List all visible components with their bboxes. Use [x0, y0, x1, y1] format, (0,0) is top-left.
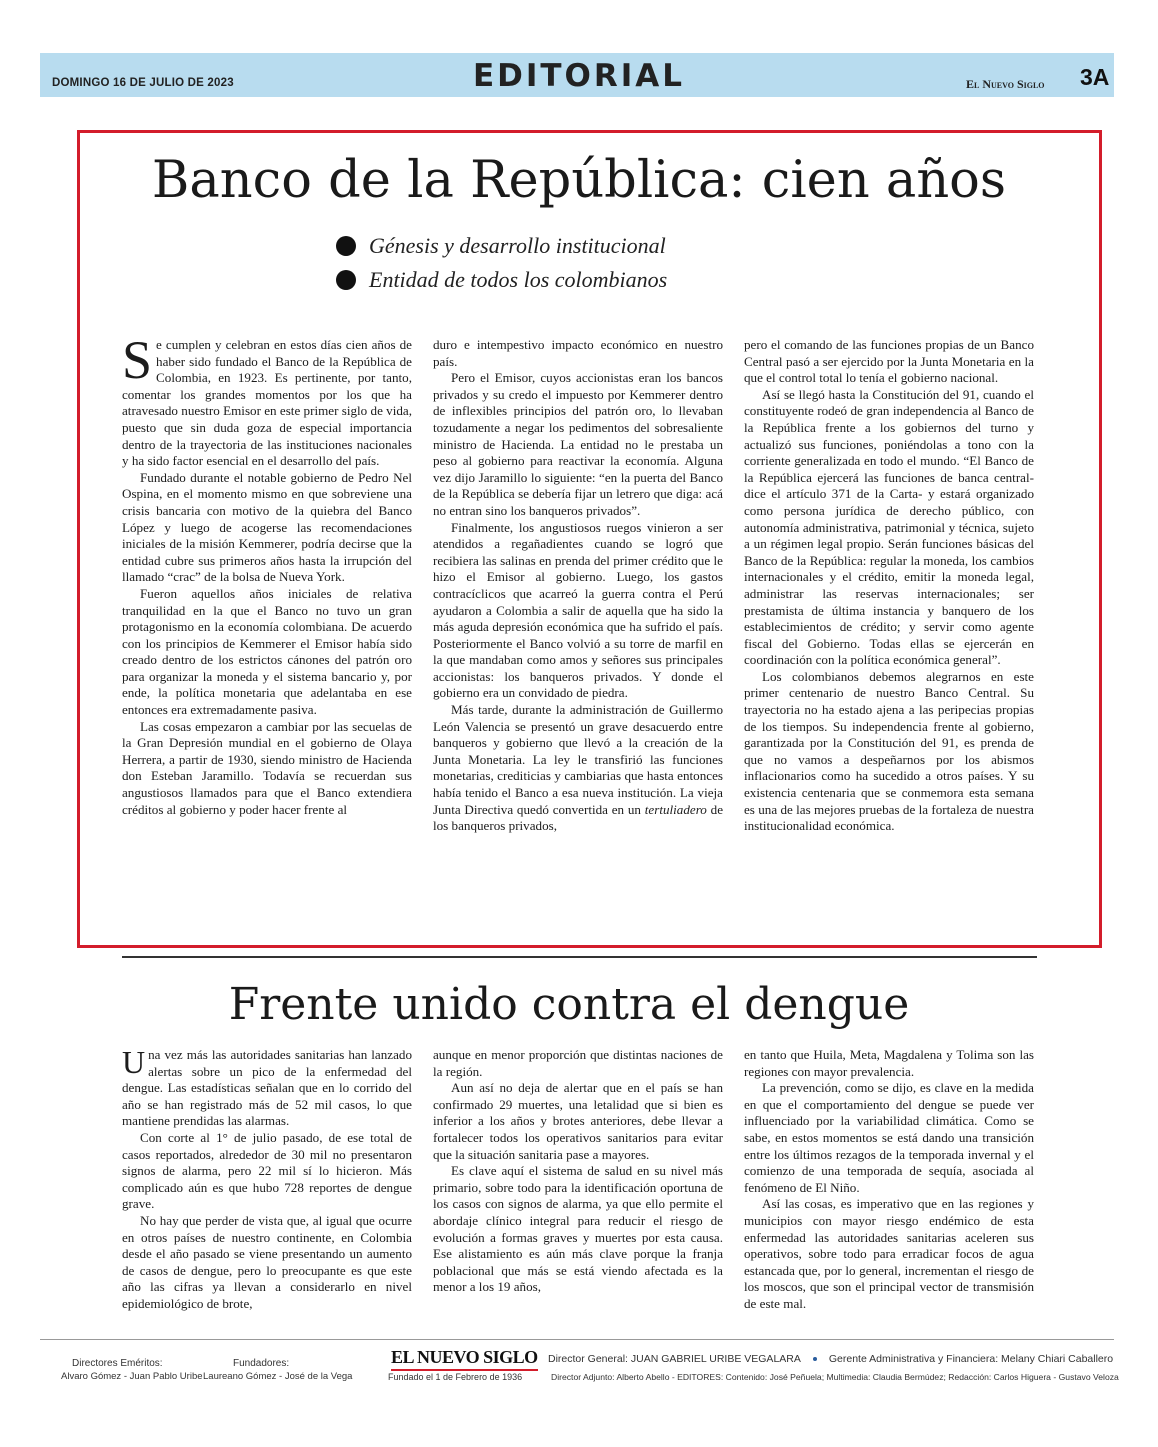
footer-rule — [40, 1339, 1114, 1340]
masthead-line: Director General: JUAN GABRIEL URIBE VEGALARA Gerente Administrativa y Financiera: Melany Chiari Caballero — [548, 1353, 1114, 1365]
article-paragraph: Se cumplen y celebran en estos días cien años de haber sido fundado el Banco de la República de Colombia, en 1923. Es pertinente, por tanto, comentar los grandes momentos por los que ha atravesado nuestro Emisor en este primer siglo de vida, puesto que sin duda goza de especial importancia dentro de la trayectoria de las instituciones nacionales y ha sido factor esencial en el desarrollo del país. — [122, 330, 412, 469]
page-number: 3A — [1080, 64, 1110, 90]
article-paragraph: Más tarde, durante la administración de Guillermo León Valencia se presentó un grave desacuerdo entre banqueros y gobierno que llevó a la creación de la Junta Monetaria. La ley le transfirió las funciones monetarias, crediticias y cambiarias que hasta entonces había tenido el Banco a esa nueva institución. La vieja Junta Directiva quedó convertida en un tertuliadero de los banqueros privados, — [433, 702, 724, 834]
drop-cap: S — [122, 330, 153, 390]
paper-logo: EL NUEVO SIGLO — [391, 1347, 538, 1371]
drop-cap: U — [122, 1044, 146, 1080]
issue-date: DOMINGO 16 DE JULIO DE 2023 — [52, 77, 234, 89]
article-paragraph: Es clave aquí el sistema de salud en su nivel más primario, sobre todo para la identificación oportuna de los casos con signos de alarma, ya que ello permite el abordaje clínico integral para reducir el riesgo de evolución a formas graves y muertes por esta causa. Ese alistamiento es aún más clave porque la franja poblacional que más se está viendo afectada es la menor a los 19 años, — [433, 1163, 723, 1295]
article-paragraph: Así se llegó hasta la Constitución del 91, cuando el constituyente rodeó de gran independencia al Banco de la República frente a los gobiernos del turno y actualizó sus funciones, poniéndolas a tono con la corriente generalizada en todo el mundo. “El Banco de la República ejercerá las funciones de banca central- dice el artículo 371 de la Carta- y estará organizado como persona jurídica de derecho público, con autonomía administrativa, patrimonial y técnica, sujeto a un régimen legal propio. Serán funciones básicas del Banco de la República: regular la moneda, los cambios internacionales y el crédito, emitir la moneda legal, administrar las reservas internacionales; ser prestamista de última instancia y banquero de los establecimientos de crédito; y servir como agente fiscal del Gobierno. Todas ellas se ejercerán en coordinación con la política económica general”. — [744, 386, 1034, 668]
editorial-1-column-3 — [744, 337, 1034, 835]
separator-dot-icon — [813, 1357, 817, 1361]
article-paragraph: Los colombianos debemos alegrarnos en este primer centenario de nuestro Banco Central. Su trayectoria no ha estado ajena a las peripecias propias de los tiempos. Su independencia frente al gobierno, garantizada por la Constitución del 91, es prenda de que no vamos a despeñarnos por los abismos inflacionarios como ha sucedido a otros países. Y su existencia centenaria que se conmemora esta semana es una de las mejores pruebas de la fortaleza de nuestra institucionalidad económica. — [744, 668, 1034, 834]
directores-label: Directores Eméritos: — [72, 1358, 163, 1369]
article-paragraph: duro e intempestivo impacto económico en nuestro país. — [433, 337, 723, 369]
article-paragraph: Con corte al 1° de julio pasado, de ese total de casos reportados, alrededor de 30 mil no presentaron signos de alarma, pero 22 mil sí lo hicieron. Más complicado aún es que hubo 728 reportes de dengue grave. — [122, 1129, 412, 1212]
editorial-1-subtitle: Génesis y desarrollo institucional — [336, 233, 666, 259]
staff-credits: Director Adjunto: Alberto Abello - EDITORES: Contenido: José Peñuela; Multimedia: Claudia Bermúdez; Redacción: Carlos Higuera - Gustavo Veloza — [551, 1372, 1119, 1382]
fundadores-names: Laureano Gómez - José de la Vega — [203, 1371, 353, 1382]
editorial-1-subtitle: Entidad de todos los colombianos — [336, 267, 667, 293]
article-paragraph: pero el comando de las funciones propias de un Banco Central pasó a ser ejercido por la Junta Monetaria en la que el control total lo tenía el gobierno nacional. — [744, 337, 1034, 386]
article-paragraph: Las cosas empezaron a cambiar por las secuelas de la Gran Depresión mundial en el gobierno de Olaya Herrera, a partir de 1930, siendo ministro de Hacienda don Esteban Jaramillo. Todavía se recuerdan sus angustiosos llamados para que el Banco extendiera créditos al gobierno y poder hacer frente al — [122, 718, 412, 817]
article-paragraph: Finalmente, los angustiosos ruegos vinieron a ser atendidos a regañadientes cuando se logró que recibiera las salinas en prenda del primer crédito que le hizo el Emisor al gobierno. Luego, los gastos contracíclicos que acarreó la guerra contra el Perú ayudaron a Colombia a salir de aquella que ha sido la más aguda depresión económica que ha sufrido el país. Posteriormente el Banco volvió a su torre de marfil en la que mandaban como amos y señores sus principales accionistas: los banqueros privados. Y donde el gobierno era un convidado de piedra. — [433, 519, 723, 701]
editorial-1-headline: Banco de la República: cien años — [151, 151, 1007, 210]
article-paragraph: Aun así no deja de alertar que en el país se han confirmado 29 muertes, una letalidad que si bien es inferior a los años y brotes anteriores, debe llevar a fortalecer todos los operativos sanitarios para evitar que la situación sanitaria pase a mayores. — [433, 1080, 723, 1162]
article-paragraph: Pero el Emisor, cuyos accionistas eran los bancos privados y su credo el impuesto por Kemmerer dentro de inflexibles principios del patrón oro, lo llevaban tozudamente a negar los pedimentos del sobresaliente ministro de Hacienda. La entidad no le prestaba un peso al gobierno para reactivar la economía. Alguna vez dijo Jaramillo lo siguiente: “en la puerta del Banco de la República se debería fijar un letrero que diga: acá no entran sino los banqueros privados”. — [433, 370, 723, 518]
article-paragraph: La prevención, como se dijo, es clave en la medida en que el comportamiento del dengue se puede ver influenciado por la variabilidad climática. Como se sabe, en estos momentos se está dando una transición entre los últimos rezagos de la temporada invernal y el comienzo de una temporada de sequía, asociada al fenómeno de El Niño. — [744, 1080, 1034, 1195]
section-divider — [122, 956, 1037, 958]
section-title: EDITORIAL — [472, 58, 686, 94]
editorial-2-headline: Frente unido contra el dengue — [228, 979, 910, 1030]
article-paragraph: en tanto que Huila, Meta, Magdalena y Tolima son las regiones con mayor prevalencia. — [744, 1047, 1034, 1079]
bullet-icon — [336, 236, 356, 256]
article-paragraph: Fueron aquellos años iniciales de relativa tranquilidad en la que el Banco no tuvo un gran protagonismo en la economía colombiana. De acuerdo con los principios de Kemmerer el Emisor había sido creado dentro de los estrictos cánones del patrón oro para organizar la moneda y el sistema bancario y, por ende, la política monetaria que adelantaba en ese entonces era extremadamente pasiva. — [122, 585, 412, 718]
article-paragraph: No hay que perder de vista que, al igual que ocurre en otros países de nuestro continente, en Colombia desde el año pasado se viene presentando un aumento de casos de dengue, pero lo preocupante es que este año las cifras ya llevan a considerarlo en nivel epidemiológico de brote, — [122, 1212, 412, 1311]
editorial-1-column-1 — [122, 330, 412, 818]
directores-names: Alvaro Gómez - Juan Pablo Uribe — [61, 1371, 203, 1382]
article-paragraph: Así las cosas, es imperativo que en las regiones y municipios con mayor riesgo endémico de esta enfermedad las autoridades sanitarias aceleren sus operativos, sobre todo para erradicar focos de agua estancada que, por lo general, incrementan el riesgo de los moscos, que son el principal vector de transmisión de este mal. — [744, 1196, 1034, 1311]
article-paragraph: aunque en menor proporción que distintas naciones de la región. — [433, 1047, 723, 1079]
fundadores-label: Fundadores: — [233, 1358, 290, 1369]
founding-date: Fundado el 1 de Febrero de 1936 — [388, 1372, 523, 1382]
editorial-2-column-3 — [744, 1047, 1034, 1313]
article-paragraph: Fundado durante el notable gobierno de Pedro Nel Ospina, en el momento mismo en que sobreviene una crisis bancaria con motivo de la quiebra del Banco López y luego de acogerse las recomendaciones iniciales de la misión Kemmerer, podría decirse que la entidad cubre sus primeros años hasta la irrupción del llamado “crac” de la bolsa de Nueva York. — [122, 469, 412, 585]
editorial-1-column-2 — [433, 337, 723, 835]
bullet-icon — [336, 270, 356, 290]
paper-name: El Nuevo Siglo — [966, 77, 1045, 91]
article-paragraph: Una vez más las autoridades sanitarias han lanzado alertas sobre un pico de la enfermedad del dengue. Las estadísticas señalan que en lo corrido del año se han registrado más de 52 mil casos, lo que mantiene prendidas las alarmas. — [122, 1044, 412, 1129]
editorial-2-column-1 — [122, 1044, 412, 1313]
editorial-2-column-2 — [433, 1047, 723, 1296]
